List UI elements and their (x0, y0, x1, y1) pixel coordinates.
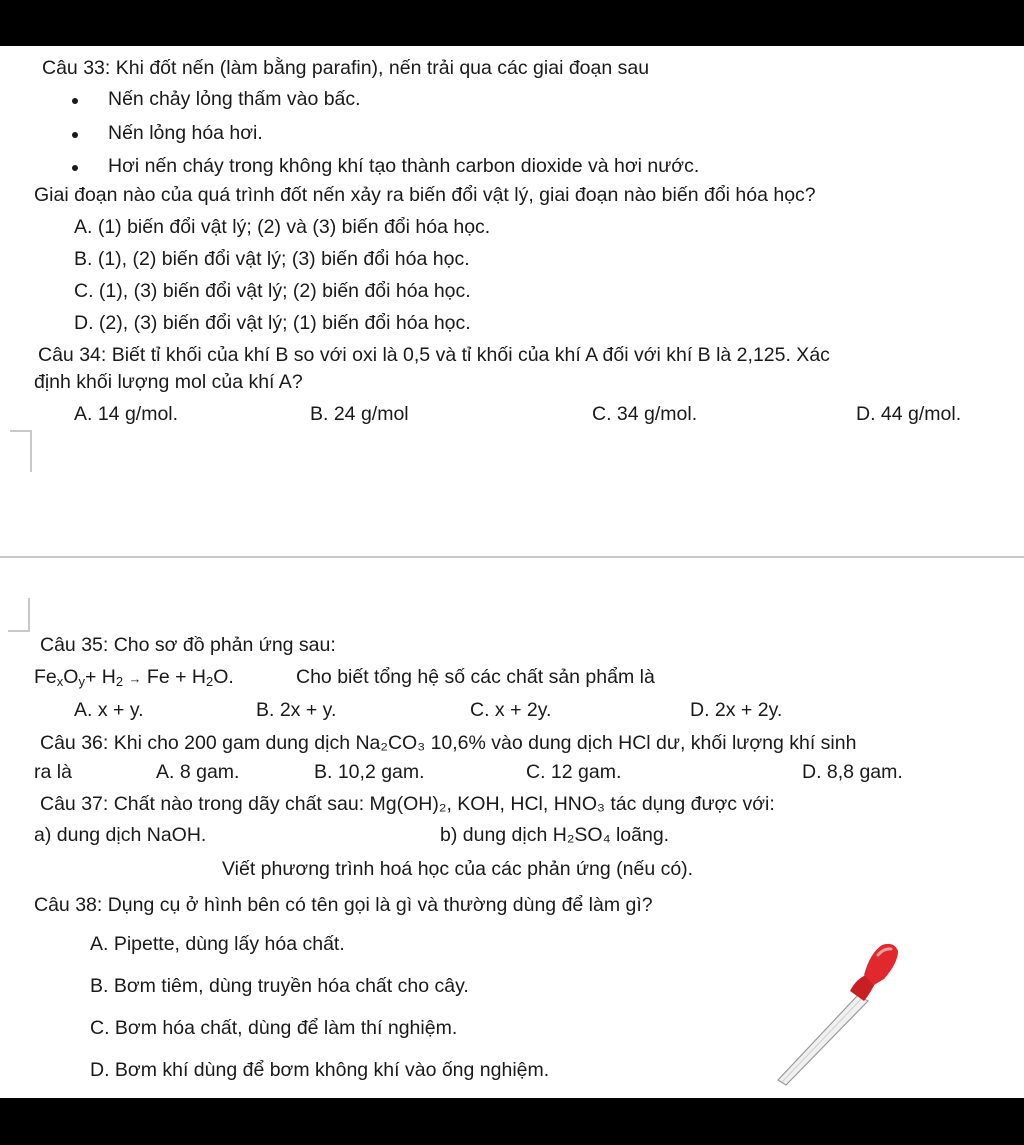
pipette-icon (770, 935, 910, 1087)
q33-option-a: A. (1) biến đổi vật lý; (2) và (3) biến đổi hóa học. (74, 216, 491, 238)
q33-step-3: Hơi nến cháy trong không khí tạo thành carbon dioxide và hơi nước. (108, 155, 700, 177)
bullet-icon (72, 98, 78, 104)
q36-option-a: A. 8 gam. (156, 761, 240, 783)
q35-option-d: D. 2x + 2y. (690, 699, 783, 721)
q37-part-b: b) dung dịch H₂SO₄ loãng. (440, 824, 670, 846)
q34-option-c: C. 34 g/mol. (592, 403, 698, 425)
q33-option-b: B. (1), (2) biến đổi vật lý; (3) biến đổi hóa học. (74, 248, 470, 270)
q38-option-d: D. Bơm khí dùng để bơm không khí vào ống nghiệm. (90, 1059, 550, 1081)
q33-step-2: Nến lỏng hóa hơi. (108, 122, 263, 144)
q34-option-d: D. 44 g/mol. (856, 403, 962, 425)
q37-instruction: Viết phương trình hoá học của các phản ứng (nếu có). (222, 858, 694, 880)
q34-stem-line2: định khối lượng mol của khí A? (34, 371, 303, 393)
q35-option-c: C. x + 2y. (470, 699, 552, 721)
page-corner-mark (10, 430, 32, 472)
q38-option-b: B. Bơm tiêm, dùng truyền hóa chất cho cây. (90, 975, 469, 997)
page-break-divider (0, 556, 1024, 558)
bullet-icon (72, 132, 78, 138)
q33-question: Giai đoạn nào của quá trình đốt nến xảy ra biến đổi vật lý, giai đoạn nào biến đổi hóa học? (34, 184, 816, 206)
bullet-icon (72, 165, 78, 171)
q38-option-a: A. Pipette, dùng lấy hóa chất. (90, 933, 345, 955)
q37-stem: Câu 37: Chất nào trong dãy chất sau: Mg(OH)₂, KOH, HCl, HNO₃ tác dụng được với: (40, 793, 775, 815)
q34-option-b: B. 24 g/mol (310, 403, 409, 425)
q35-option-a: A. x + y. (74, 699, 144, 721)
q35-stem: Câu 35: Cho sơ đồ phản ứng sau: (40, 634, 336, 656)
q36-stem-cont: ra là (34, 761, 72, 783)
page-corner-mark (8, 598, 30, 632)
q34-stem-line1: Câu 34: Biết tỉ khối của khí B so với oxi là 0,5 và tỉ khối của khí A đối với khí B là 2,125. Xác (38, 344, 830, 366)
q34-option-a: A. 14 g/mol. (74, 403, 179, 425)
q36-option-d: D. 8,8 gam. (802, 761, 903, 783)
q37-part-a: a) dung dịch NaOH. (34, 824, 207, 846)
q33-option-c: C. (1), (3) biến đổi vật lý; (2) biến đổi hóa học. (74, 280, 471, 302)
q35-equation: $Fe_xO_y+ H_2 \to Fe + H_2O$. (34, 666, 234, 689)
q33-stem: Câu 33: Khi đốt nến (làm bằng parafin), nến trải qua các giai đoạn sau (42, 57, 650, 79)
q35-option-b: B. 2x + y. (256, 699, 337, 721)
q36-option-c: C. 12 gam. (526, 761, 622, 783)
q38-stem: Câu 38: Dụng cụ ở hình bên có tên gọi là gì và thường dùng để làm gì? (34, 894, 653, 916)
q35-question: Cho biết tổng hệ số các chất sản phẩm là (296, 666, 655, 688)
q36-stem: Câu 36: Khi cho 200 gam dung dịch Na₂CO₃ 10,6% vào dung dịch HCl dư, khối lượng khí sinh (40, 732, 857, 754)
q36-option-b: B. 10,2 gam. (314, 761, 425, 783)
q38-option-c: C. Bơm hóa chất, dùng để làm thí nghiệm. (90, 1017, 458, 1039)
q33-option-d: D. (2), (3) biến đổi vật lý; (1) biến đổi hóa học. (74, 312, 471, 334)
q33-step-1: Nến chảy lỏng thấm vào bấc. (108, 88, 361, 110)
